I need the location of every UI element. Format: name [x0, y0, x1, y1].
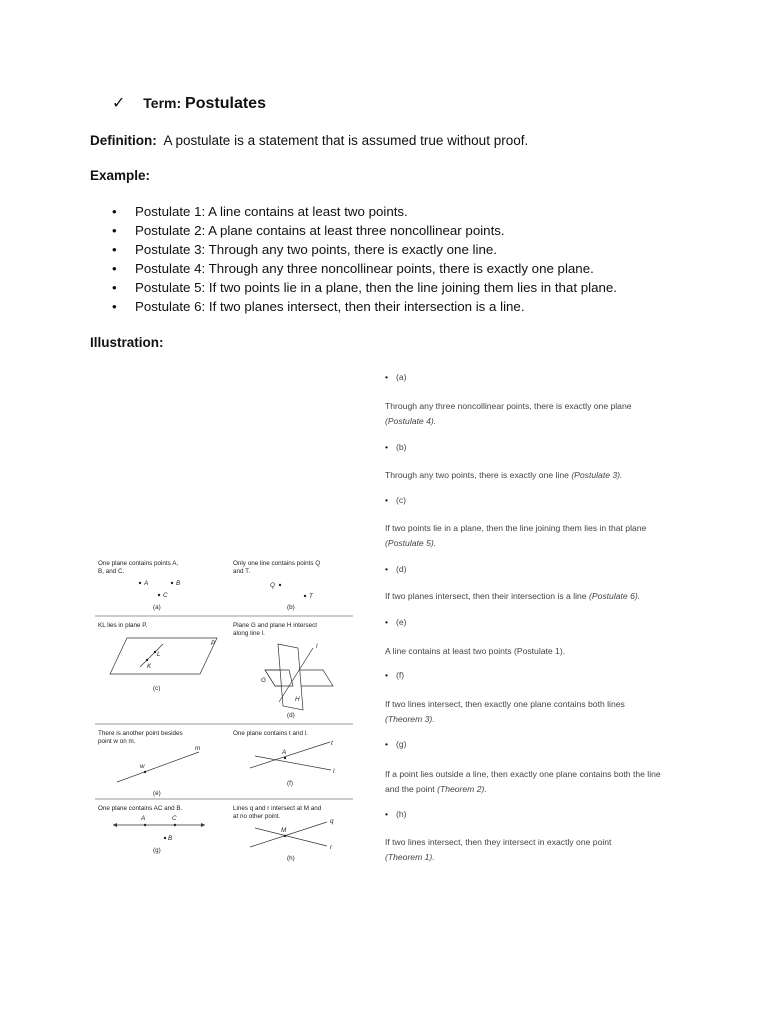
answer-letter: (a) — [396, 372, 407, 382]
point-label: B — [176, 580, 181, 587]
figure-label-e: (e) — [153, 790, 161, 797]
line-t — [250, 742, 330, 768]
example-heading: Example: — [90, 168, 151, 183]
answer-letter: (f) — [396, 670, 405, 680]
point-a-dot — [139, 582, 141, 584]
point-label: C — [163, 592, 168, 599]
answer-ref: (Theorem 2). — [437, 784, 487, 794]
caption-c: KL lies in plane P. — [98, 622, 148, 629]
illustration-heading: Illustration: — [90, 335, 164, 350]
arrow-left-icon — [113, 823, 117, 827]
answer-ref: (Postulate 4). — [385, 416, 437, 426]
point-label: L — [157, 651, 161, 658]
postulate-list — [112, 202, 617, 316]
caption-d: Plane G and plane H intersect — [233, 622, 318, 629]
arrow-right-icon — [201, 823, 205, 827]
point-label: m — [195, 745, 201, 752]
point-label: A — [141, 815, 146, 822]
figure-svg — [95, 552, 353, 862]
checkmark-icon: ✓ — [112, 95, 126, 112]
answer-letter: (g) — [396, 739, 407, 749]
answer-text: A line contains at least two points (Postulate 1). — [385, 646, 566, 656]
point-t-dot — [304, 595, 306, 597]
point-label: K — [147, 663, 152, 670]
figure-label-g: (g) — [153, 847, 161, 854]
point-a-dot — [284, 757, 286, 759]
point-label: B — [168, 835, 173, 842]
caption-d-line2: along line l. — [233, 630, 265, 637]
point-label: P — [211, 640, 216, 647]
point-b-dot — [164, 837, 166, 839]
answer-letter: (d) — [396, 564, 407, 574]
caption-a-line2: B, and C. — [98, 568, 125, 575]
term-label: Term: — [143, 95, 182, 111]
figure-label-c: (c) — [153, 685, 161, 692]
caption-a: One plane contains points A, — [98, 560, 179, 567]
list-item: • Postulate 5: If two points lie in a plane, then the line joining them lies in that plane. — [112, 278, 617, 297]
point-a-dot — [144, 824, 146, 826]
list-item: • Postulate 4: Through any three noncollinear points, there is exactly one plane. — [112, 259, 617, 278]
term-line — [112, 93, 266, 113]
list-item: • Postulate 1: A line contains at least two points. — [112, 202, 617, 221]
caption-h-line2: at no other point. — [233, 813, 281, 820]
caption-e-line2: point w on m. — [98, 738, 136, 745]
point-label: t — [331, 740, 333, 747]
geometry-figure — [95, 552, 353, 862]
point-label: q — [330, 818, 334, 825]
plane-p-shape — [110, 638, 217, 674]
point-label: Q — [270, 582, 275, 589]
answer-text: Through any two points, there is exactly one line — [385, 470, 569, 480]
answer-ref: (Theorem 1). — [385, 852, 435, 862]
point-label: H — [295, 696, 300, 703]
answer-text: If a point lies outside a line, then exactly one plane contains both the line and the point — [385, 769, 661, 794]
point-k-dot — [146, 659, 148, 661]
caption-f: One plane contains t and l. — [233, 730, 308, 737]
point-label: l — [333, 768, 335, 775]
definition — [90, 133, 528, 148]
point-q-dot — [279, 584, 281, 586]
figure-label-a: (a) — [153, 604, 161, 611]
answer-letter: (c) — [396, 495, 407, 505]
term-value: Postulates — [185, 95, 266, 112]
point-label: T — [309, 593, 313, 600]
figure-label-d: (d) — [287, 712, 295, 719]
point-label: C — [172, 815, 177, 822]
point-label: w — [140, 763, 145, 770]
point-c-dot — [158, 594, 160, 596]
figure-label-h: (h) — [287, 855, 295, 862]
caption-h: Lines q and r intersect at M and — [233, 805, 322, 812]
caption-b: Only one line contains points Q — [233, 560, 321, 567]
point-label: M — [281, 827, 287, 834]
point-l-dot — [154, 651, 156, 653]
answer-letter: (b) — [396, 442, 407, 452]
line-m — [117, 752, 199, 782]
caption-g: One plane contains AC and B. — [98, 805, 183, 812]
point-c-dot — [174, 824, 176, 826]
answer-text: If two planes intersect, then their intersection is a line — [385, 591, 587, 601]
point-label: r — [330, 844, 333, 851]
caption-e: There is another point besides — [98, 730, 183, 737]
line-r — [255, 828, 327, 846]
answer-ref: (Theorem 3). — [385, 714, 435, 724]
list-item: • Postulate 2: A plane contains at least three noncollinear points. — [112, 221, 617, 240]
definition-text: A postulate is a statement that is assumed true without proof. — [163, 133, 529, 148]
list-item: • Postulate 3: Through any two points, there is exactly one line. — [112, 240, 617, 259]
answer-letter: (e) — [396, 617, 407, 627]
answer-text: If two lines intersect, then exactly one plane contains both lines — [385, 699, 625, 709]
answer-ref: (Postulate 6). — [588, 591, 641, 601]
answer-text: If two lines intersect, then they intersect in exactly one point — [385, 837, 612, 847]
answer-text: If two points lie in a plane, then the line joining them lies in that plane — [385, 523, 647, 533]
answer-ref: (Postulate 5). — [385, 538, 437, 548]
point-label: l — [316, 643, 318, 650]
answer-text: Through any three noncollinear points, there is exactly one plane — [385, 401, 632, 411]
figure-label-f: (f) — [287, 780, 293, 787]
point-label: G — [261, 677, 266, 684]
point-label: A — [144, 580, 149, 587]
caption-b-line2: and T. — [233, 568, 251, 575]
point-w-dot — [144, 771, 146, 773]
definition-label: Definition: — [90, 133, 157, 148]
answer-letter: (h) — [396, 809, 407, 819]
figure-label-b: (b) — [287, 604, 295, 611]
point-b-dot — [171, 582, 173, 584]
answer-ref: (Postulate 3). — [571, 470, 623, 480]
point-label: A — [282, 749, 287, 756]
point-m-dot — [284, 835, 286, 837]
list-item: • Postulate 6: If two planes intersect, then their intersection is a line. — [112, 297, 617, 316]
